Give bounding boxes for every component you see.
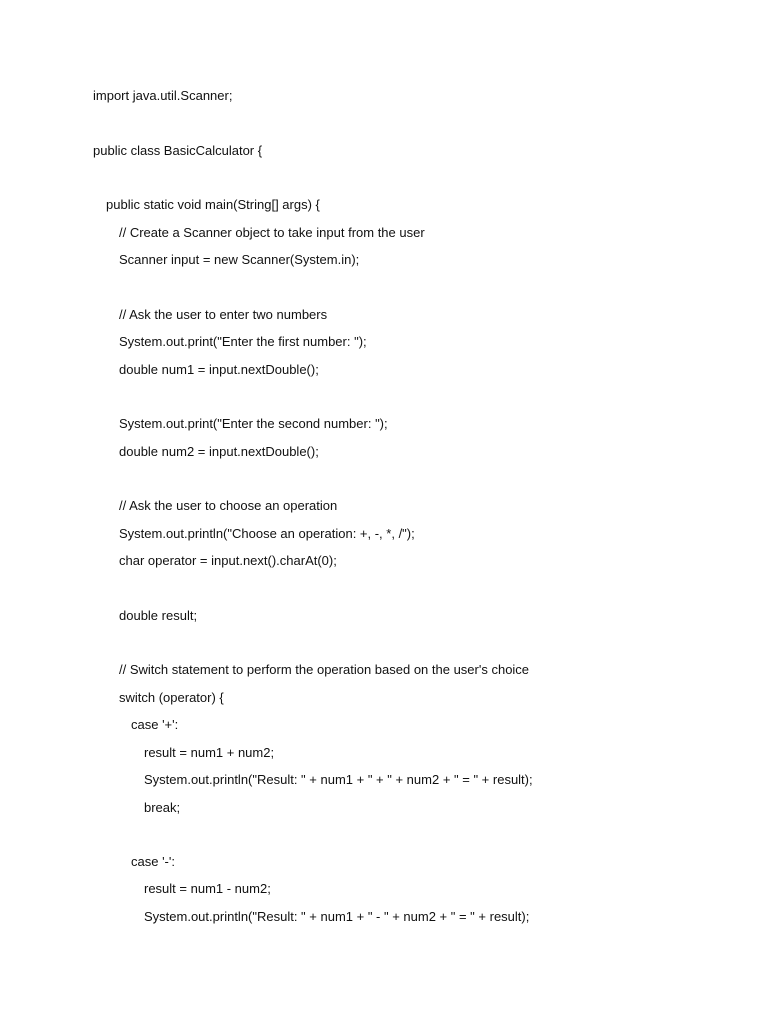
code-line: System.out.println("Choose an operation: +, -, *, /"); [119, 526, 415, 541]
code-line: result = num1 + num2; [144, 745, 275, 760]
code-line-import: import java.util.Scanner; [93, 88, 233, 103]
code-line: result = num1 - num2; [144, 881, 271, 896]
code-line-main-method: public static void main(String[] args) { [106, 197, 320, 212]
code-line-class-declaration: public class BasicCalculator { [93, 143, 263, 158]
code-line-case: case '-': [131, 854, 175, 869]
code-line-case: case '+': [131, 717, 179, 732]
code-line-comment: // Ask the user to enter two numbers [119, 307, 328, 322]
code-line: double num1 = input.nextDouble(); [119, 362, 319, 377]
code-line-switch: switch (operator) { [119, 690, 224, 705]
code-line-comment: // Create a Scanner object to take input from the user [119, 225, 425, 240]
code-line: System.out.print("Enter the second number: "); [119, 416, 388, 431]
code-line: System.out.println("Result: " + num1 + " + " + num2 + " = " + result); [144, 772, 533, 787]
code-line: double num2 = input.nextDouble(); [119, 444, 319, 459]
code-line: System.out.print("Enter the first number: "); [119, 334, 367, 349]
code-line-comment: // Ask the user to choose an operation [119, 498, 338, 513]
code-line: System.out.println("Result: " + num1 + " - " + num2 + " = " + result); [144, 909, 530, 924]
code-line: Scanner input = new Scanner(System.in); [119, 252, 360, 267]
code-line: double result; [119, 608, 198, 623]
code-line-break: break; [144, 800, 181, 815]
code-line-comment: // Switch statement to perform the operation based on the user's choice [119, 662, 530, 677]
code-line: char operator = input.next().charAt(0); [119, 553, 337, 568]
